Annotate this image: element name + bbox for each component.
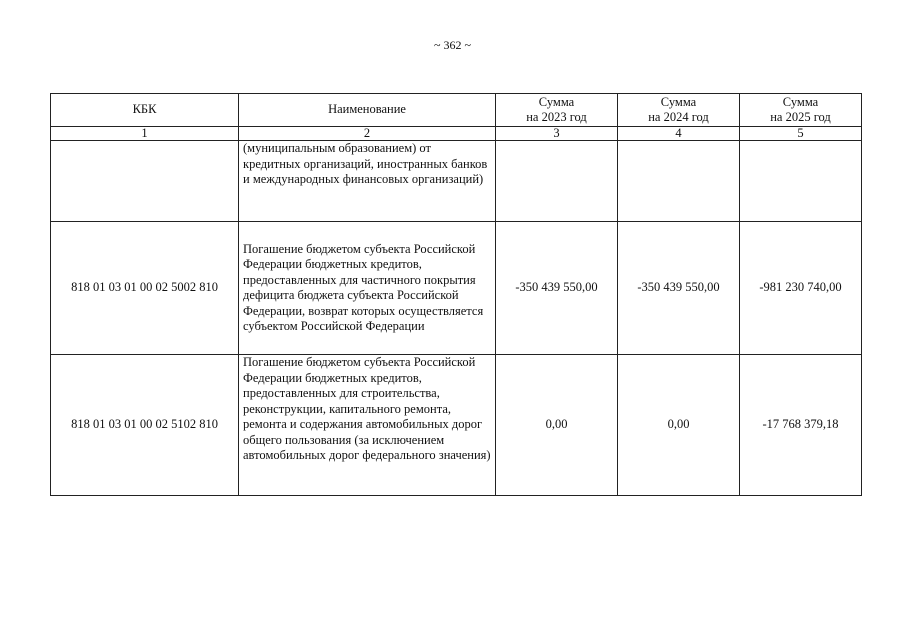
page-number: ~ 362 ~ (434, 38, 471, 52)
header-sum-2025-text: Сумма на 2025 год (770, 94, 831, 124)
column-number: 5 (740, 127, 862, 141)
column-number: 3 (496, 127, 618, 141)
sum-2025-cell (740, 141, 862, 222)
sum-2025-cell: -17 768 379,18 (740, 355, 862, 496)
sum-2025-cell: -981 230 740,00 (740, 222, 862, 355)
column-number: 4 (618, 127, 740, 141)
sum-2023-cell (496, 141, 618, 222)
sum-2023-cell: 0,00 (496, 355, 618, 496)
header-kbk: КБК (51, 94, 239, 127)
column-number: 1 (51, 127, 239, 141)
table-row (51, 141, 862, 222)
name-cell: Погашение бюджетом субъекта Российской Федерации бюджетных кредитов, предоставленных для частичного покрытия дефицита бюджета субъекта Российской Федерации, возврат которых осуществляется субъектом Российской Федерации (239, 222, 496, 355)
header-sum-2023-text: Сумма на 2023 год (526, 94, 587, 124)
header-sum-2024-text: Сумма на 2024 год (648, 94, 709, 124)
header-sum-2024 (618, 94, 740, 127)
table-header-row (51, 94, 862, 127)
budget-table (50, 93, 862, 496)
column-number-row (51, 127, 862, 141)
table-row (51, 222, 862, 355)
kbk-cell: 818 01 03 01 00 02 5002 810 (51, 222, 239, 355)
sum-2024-cell (618, 141, 740, 222)
header-sum-2025 (740, 94, 862, 127)
name-cell: (муниципальным образованием) от кредитных организаций, иностранных банков и международных финансовых организаций) (239, 141, 496, 222)
header-sum-2023 (496, 94, 618, 127)
kbk-cell: 818 01 03 01 00 02 5102 810 (51, 355, 239, 496)
sum-2023-cell: -350 439 550,00 (496, 222, 618, 355)
name-cell: Погашение бюджетом субъекта Российской Федерации бюджетных кредитов, предоставленных для строительства, реконструкции, капитального ремонта, ремонта и содержания автомобильных дорог общего пользования (за исключением автомобильных дорог федерального значения) (239, 355, 496, 496)
sum-2024-cell: -350 439 550,00 (618, 222, 740, 355)
column-number: 2 (239, 127, 496, 141)
header-name: Наименование (239, 94, 496, 127)
table-row (51, 355, 862, 496)
kbk-cell (51, 141, 239, 222)
sum-2024-cell: 0,00 (618, 355, 740, 496)
